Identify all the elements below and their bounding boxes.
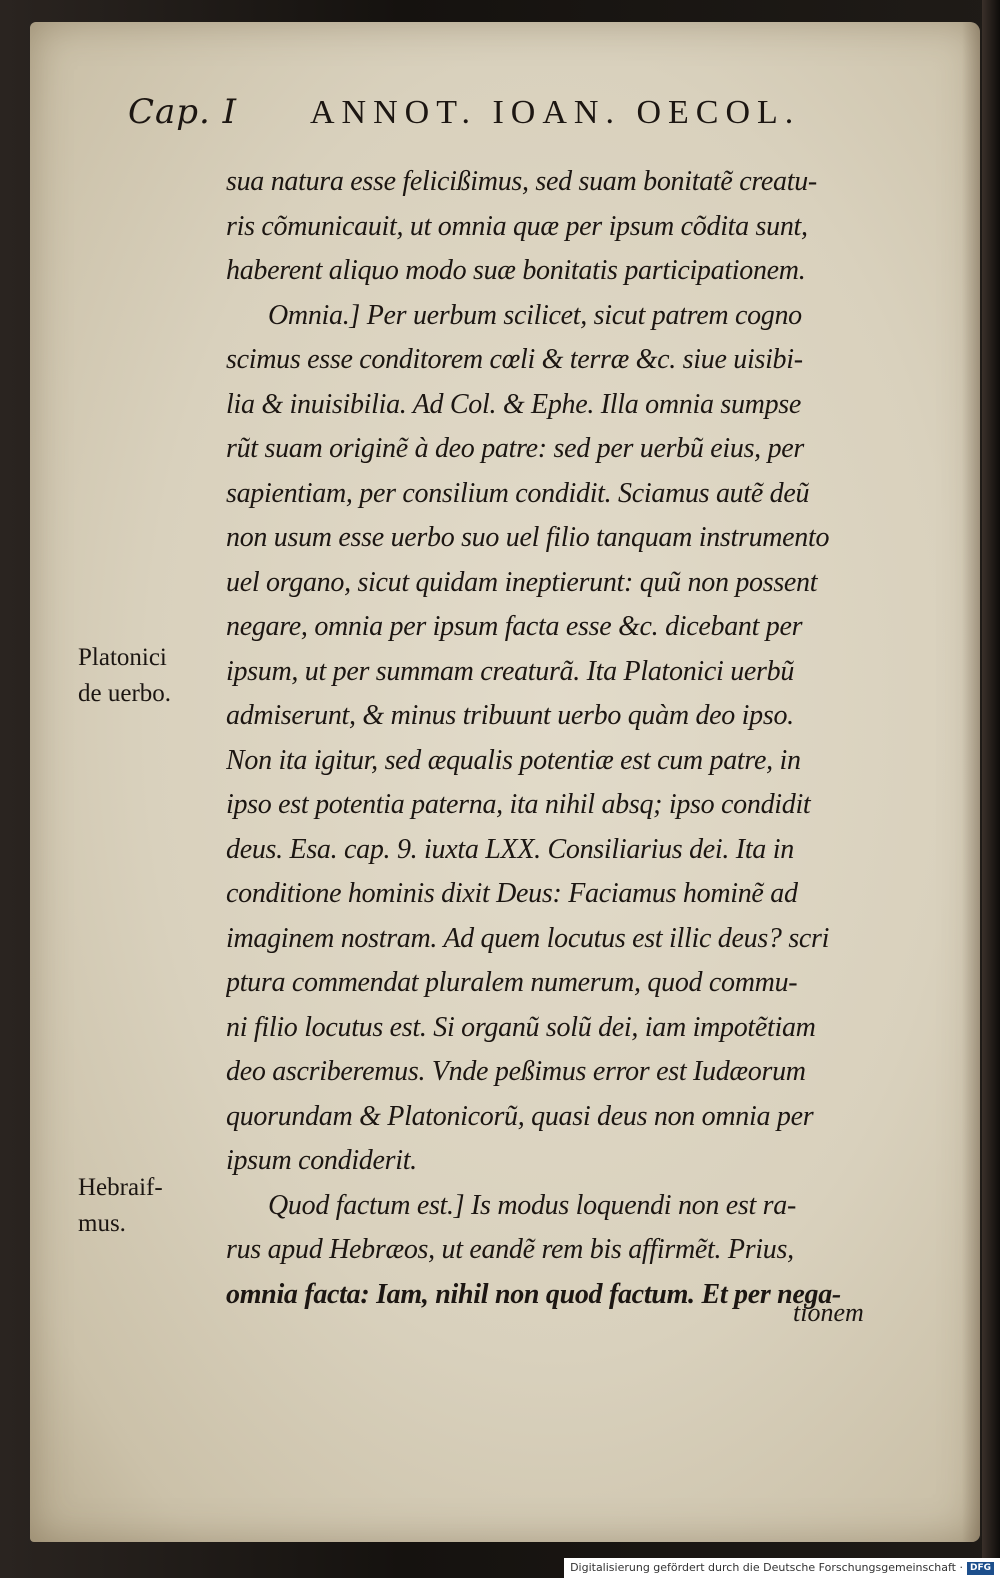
page-header [98, 92, 858, 136]
text-line: quorundam & Platonicorũ, quasi deus non omnia per [226, 1100, 814, 1132]
text-line: rus apud Hebræos, ut eandẽ rem bis affirmẽt. Prius, [226, 1234, 794, 1265]
margin-note-line: Hebraif- [78, 1174, 163, 1201]
margin-note-hebraismus [78, 1170, 208, 1242]
book-spine-edge [982, 0, 1000, 1578]
text-line: scimus esse conditorem cœli & terræ &c. siue uisibi- [226, 344, 803, 375]
text-line: deo ascriberemus. Vnde peßimus error est Iudæorum [226, 1056, 806, 1087]
text-line: sua natura esse felicißimus, sed suam bonitatẽ creatu- [226, 166, 817, 197]
text-line: ipso est potentia paterna, ita nihil absq; ipso condidit [226, 789, 811, 820]
page-edge-shadow [962, 22, 980, 1542]
text-line: omnia facta: Iam, nihil non quod factum. Et per nega- [226, 1278, 841, 1310]
running-title: ANNOT. IOAN. OECOL. [310, 94, 801, 131]
text-line: ipsum, ut per summam creaturã. Ita Platonici uerbũ [226, 655, 795, 687]
text-line: ris cõmunicauit, ut omnia quæ per ipsum cõdita sunt, [226, 210, 808, 242]
text-line: lia & inuisibilia. Ad Col. & Ephe. Illa omnia sumpse [226, 388, 801, 420]
margin-note-line: Platonici [78, 644, 167, 671]
text-line: ptura commendat pluralem numerum, quod commu- [226, 967, 798, 998]
main-text-block [226, 160, 906, 1317]
margin-note-platonici [78, 640, 208, 712]
catchword: tionem [793, 1298, 864, 1327]
text-line: non usum esse uerbo suo uel filio tanquam instrumento [226, 522, 830, 553]
text-line: imaginem nostram. Ad quem locutus est illic deus? scri [226, 922, 830, 954]
text-line: haberent aliquo modo suæ bonitatis participationem. [226, 255, 806, 286]
margin-note-line: mus. [78, 1210, 126, 1237]
text-line: negare, omnia per ipsum facta esse &c. dicebant per [226, 611, 803, 642]
text-line: ipsum condiderit. [226, 1145, 417, 1176]
text-line: deus. Esa. cap. 9. iuxta LXX. Consiliarius dei. Ita in [226, 833, 794, 865]
credit-text: Digitalisierung gefördert durch die Deutsche Forschungsgemeinschaft · [570, 1561, 963, 1574]
text-line: ni filio locutus est. Si organũ solũ dei, iam impotẽtiam [226, 1011, 816, 1043]
chapter-label: Cap. I [128, 92, 238, 132]
text-line: Non ita igitur, sed æqualis potentiæ est cum patre, in [226, 744, 801, 776]
margin-note-line: de uerbo. [78, 680, 172, 707]
text-line: admiserunt, & minus tribuunt uerbo quàm deo ipso. [226, 700, 794, 731]
dfg-logo: DFG [967, 1562, 994, 1575]
text-line: Omnia.] Per uerbum scilicet, sicut patrem cogno [268, 299, 802, 331]
text-line: Quod factum est.] Is modus loquendi non est ra- [268, 1189, 796, 1221]
text-line: uel organo, sicut quidam ineptierunt: quũ non possent [226, 566, 818, 598]
text-line: sapientiam, per consilium condidit. Sciamus autẽ deũ [226, 477, 810, 509]
digitization-credit [564, 1558, 1000, 1578]
text-line: conditione hominis dixit Deus: Faciamus hominẽ ad [226, 878, 798, 909]
text-line: rũt suam originẽ à deo patre: sed per uerbũ eius, per [226, 433, 804, 464]
